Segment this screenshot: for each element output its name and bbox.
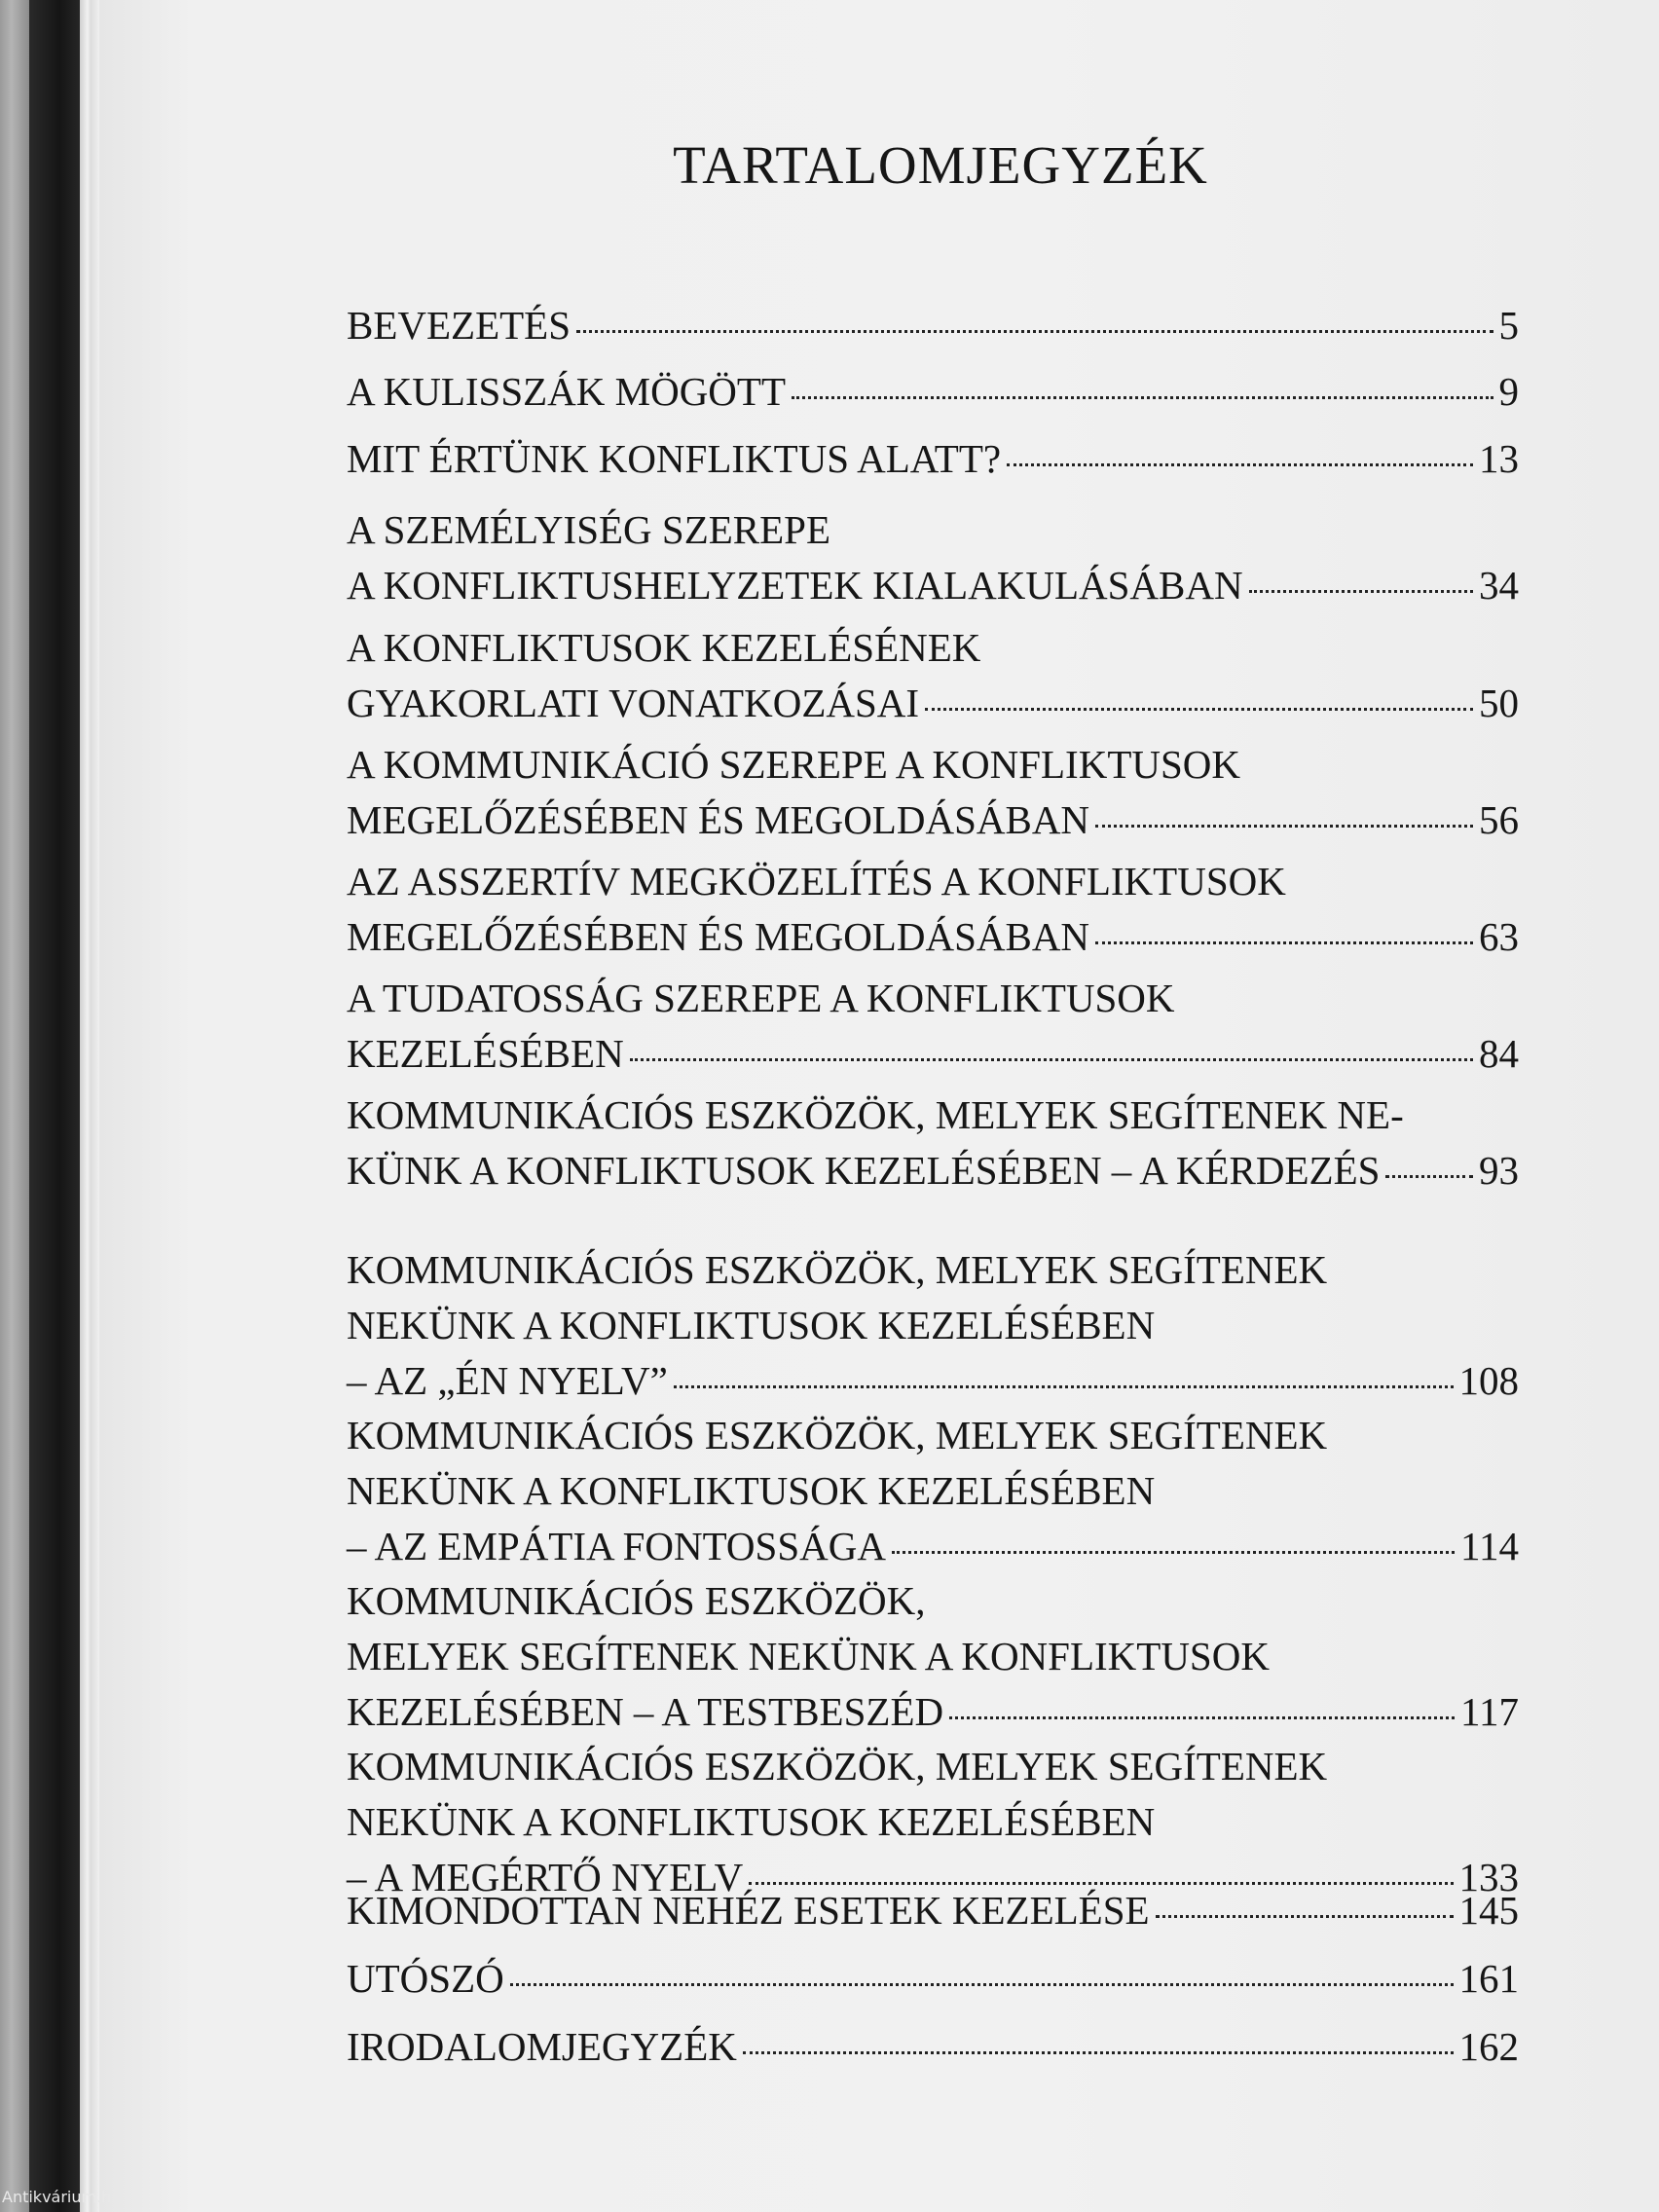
toc-entry-line: NEKÜNK A KONFLIKTUSOK KEZELÉSÉBEN xyxy=(347,1468,1156,1513)
toc-entry xyxy=(347,1883,1519,1938)
dot-leader xyxy=(674,1385,1454,1388)
toc-entry-line xyxy=(347,2019,1519,2075)
dot-leader xyxy=(743,2051,1454,2054)
toc-page-number: 133 xyxy=(1458,1855,1519,1899)
toc-entry xyxy=(347,1573,1519,1740)
dot-leader xyxy=(1095,825,1473,828)
toc-entry xyxy=(347,2019,1519,2075)
toc-entry-line: KOMMUNIKÁCIÓS ESZKÖZÖK, MELYEK SEGÍTENEK xyxy=(347,1744,1328,1788)
toc-entry-title: KIMONDOTTAN NEHÉZ ESETEK KEZELÉSE xyxy=(347,1888,1150,1933)
toc-entry-title: KEZELÉSÉBEN – A TESTBESZÉD xyxy=(347,1689,944,1734)
toc-entry-line xyxy=(347,1883,1519,1938)
dot-leader xyxy=(1095,941,1473,944)
toc-entry-line xyxy=(347,558,1519,613)
toc-page-number: 93 xyxy=(1479,1148,1519,1193)
toc-entry xyxy=(347,620,1519,731)
toc-entry-line xyxy=(347,1353,1519,1409)
toc-page-number: 108 xyxy=(1458,1358,1519,1403)
toc-entry-title: A KULISSZÁK MÖGÖTT xyxy=(347,369,786,414)
toc-entry xyxy=(347,298,1519,353)
toc-entry-title: – A MEGÉRTŐ NYELV xyxy=(347,1855,744,1899)
toc-entry-line xyxy=(347,1684,1519,1740)
toc-entry-title: KÜNK A KONFLIKTUSOK KEZELÉSÉBEN – A KÉRDEZÉS xyxy=(347,1148,1381,1193)
toc-entry-line xyxy=(347,1519,1519,1574)
dot-leader xyxy=(510,1983,1454,1986)
toc-entry-title: MEGELŐZÉSÉBEN ÉS MEGOLDÁSÁBAN xyxy=(347,797,1090,842)
toc-entry xyxy=(347,971,1519,1082)
dot-leader xyxy=(1249,590,1473,593)
toc-entry-line: MELYEK SEGÍTENEK NEKÜNK A KONFLIKTUSOK xyxy=(347,1634,1270,1678)
toc-entry-line: KOMMUNIKÁCIÓS ESZKÖZÖK, MELYEK SEGÍTENEK xyxy=(347,1247,1328,1292)
dot-leader xyxy=(1385,1175,1473,1178)
toc-entry-line xyxy=(347,676,1519,731)
toc-entry-line: A SZEMÉLYISÉG SZEREPE xyxy=(347,507,831,552)
toc-entry-line xyxy=(347,1143,1519,1198)
toc-entry-title: KEZELÉSÉBEN xyxy=(347,1031,624,1076)
dot-leader xyxy=(925,708,1473,711)
toc-entry xyxy=(347,431,1519,487)
toc-entry-line: NEKÜNK A KONFLIKTUSOK KEZELÉSÉBEN xyxy=(347,1303,1156,1347)
toc-entry-title: GYAKORLATI VONATKOZÁSAI xyxy=(347,681,920,725)
toc-entry-title: A KONFLIKTUSHELYZETEK KIALAKULÁSÁBAN xyxy=(347,563,1243,608)
toc-entry-line: KOMMUNIKÁCIÓS ESZKÖZÖK, MELYEK SEGÍTENEK NE- xyxy=(347,1092,1404,1137)
toc-page-number: 161 xyxy=(1458,1956,1519,2001)
toc-entry-line xyxy=(347,298,1519,353)
dot-leader xyxy=(949,1716,1455,1719)
toc-entry-line xyxy=(347,431,1519,487)
page-title: TARTALOMJEGYZÉK xyxy=(673,135,1208,195)
toc-entry xyxy=(347,737,1519,848)
dot-leader xyxy=(1007,463,1473,466)
toc-entry xyxy=(347,1408,1519,1574)
toc-entry-line xyxy=(347,909,1519,965)
toc-page-number: 50 xyxy=(1479,681,1519,725)
toc-page-number: 145 xyxy=(1458,1888,1519,1933)
dot-leader xyxy=(576,330,1493,333)
toc-page-number: 9 xyxy=(1498,369,1519,414)
toc-entry-line: A KONFLIKTUSOK KEZELÉSÉNEK xyxy=(347,625,981,670)
toc-entry-line xyxy=(347,364,1519,420)
toc-entry-line: NEKÜNK A KONFLIKTUSOK KEZELÉSÉBEN xyxy=(347,1799,1156,1844)
toc-entry-line: A KOMMUNIKÁCIÓ SZEREPE A KONFLIKTUSOK xyxy=(347,742,1240,787)
desk-surface xyxy=(0,0,29,2212)
toc-entry xyxy=(347,364,1519,420)
toc-page-number: 63 xyxy=(1479,914,1519,959)
toc-entry-line: KOMMUNIKÁCIÓS ESZKÖZÖK, xyxy=(347,1578,926,1623)
toc-page-number: 34 xyxy=(1479,563,1519,608)
dot-leader xyxy=(1156,1915,1454,1918)
toc-entry xyxy=(347,502,1519,613)
toc-entry-title: IRODALOMJEGYZÉK xyxy=(347,2024,737,2069)
toc-entry-line xyxy=(347,793,1519,848)
toc-entry-line: A TUDATOSSÁG SZEREPE A KONFLIKTUSOK xyxy=(347,976,1175,1020)
dot-leader xyxy=(892,1551,1455,1554)
toc-page-number: 84 xyxy=(1479,1031,1519,1076)
toc-entry-title: MIT ÉRTÜNK KONFLIKTUS ALATT? xyxy=(347,436,1002,481)
toc-entry-line xyxy=(347,1951,1519,2007)
toc-entry-line xyxy=(347,1026,1519,1082)
toc-entry xyxy=(347,854,1519,965)
dot-leader xyxy=(792,396,1493,399)
page-edge xyxy=(80,0,99,2212)
toc-entry-title: BEVEZETÉS xyxy=(347,303,571,348)
toc-entry-title: UTÓSZÓ xyxy=(347,1956,504,2001)
toc-entry-line: AZ ASSZERTÍV MEGKÖZELÍTÉS A KONFLIKTUSOK xyxy=(347,859,1286,903)
toc-entry xyxy=(347,1242,1519,1409)
toc-page-number: 162 xyxy=(1458,2024,1519,2069)
toc-page-number: 5 xyxy=(1498,303,1519,348)
watermark: Antikvárium.hu xyxy=(2,2188,122,2206)
toc-page-number: 13 xyxy=(1479,436,1519,481)
toc-entry xyxy=(347,1739,1519,1905)
toc-entry-title: – AZ „ÉN NYELV” xyxy=(347,1358,668,1403)
book-spine xyxy=(29,0,80,2212)
toc-page-number: 56 xyxy=(1479,797,1519,842)
dot-leader xyxy=(630,1058,1473,1061)
toc-entry-title: – AZ EMPÁTIA FONTOSSÁGA xyxy=(347,1524,886,1568)
toc-entry xyxy=(347,1088,1519,1198)
toc-page-number: 114 xyxy=(1460,1524,1519,1568)
toc-entry-line: KOMMUNIKÁCIÓS ESZKÖZÖK, MELYEK SEGÍTENEK xyxy=(347,1413,1328,1457)
toc-entry-title: MEGELŐZÉSÉBEN ÉS MEGOLDÁSÁBAN xyxy=(347,914,1090,959)
toc-entry xyxy=(347,1951,1519,2007)
toc-page-number: 117 xyxy=(1460,1689,1519,1734)
